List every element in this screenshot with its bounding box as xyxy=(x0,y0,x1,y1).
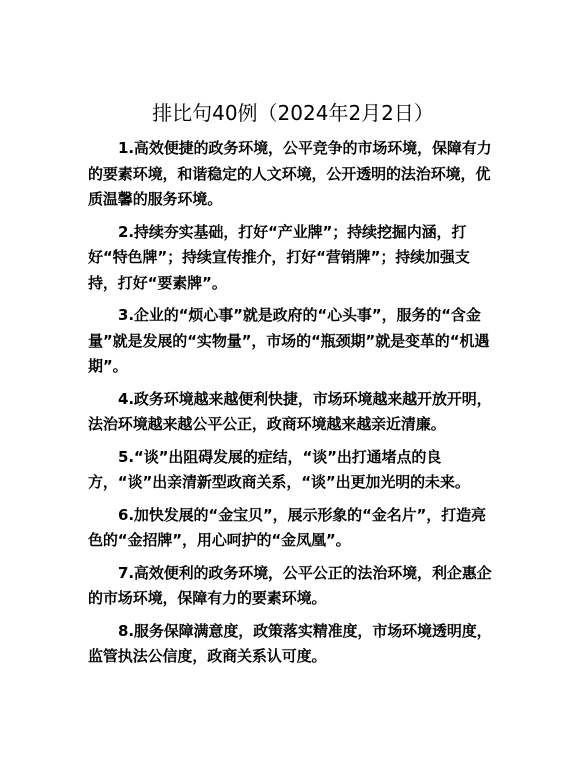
document-title: 排比句40例（2024年2月2日） xyxy=(152,101,434,125)
paragraph-6: 6.加快发展的“金宝贝”，展示形象的“金名片”，打造亮色的“金招牌”，用心呵护的“金凤凰”。 xyxy=(88,505,486,549)
paragraph-7: 7.高效便利的政务环境，公平公正的法治环境，利企惠企的市场环境，保障有力的要素环境。 xyxy=(88,563,492,607)
paragraph-4: 4.政务环境越来越便利快捷，市场环境越来越开放开明，法治环境越来越公平公正，政商环境越来越亲近清廉。 xyxy=(88,389,492,433)
paragraph-2: 2.持续夯实基础，打好“产业牌”；持续挖掘内涵，打好“特色牌”；持续宣传推介，打好“营销牌”；持续加强支持，打好“要素牌”。 xyxy=(88,222,470,292)
paragraph-3: 3.企业的“烦心事”就是政府的“心头事”，服务的“含金量”就是发展的“实物量”，市场的“瓶颈期”就是变革的“机遇期”。 xyxy=(88,306,490,375)
paragraph-5: 5.“谈”出阻碍发展的症结，“谈”出打通堵点的良方，“谈”出亲清新型政商关系，“谈”出更加光明的未来。 xyxy=(88,447,470,491)
paragraph-8: 8.服务保障满意度，政策落实精准度，市场环境透明度，监管执法公信度，政商关系认可度。 xyxy=(88,621,492,665)
paragraph-1: 1.高效便捷的政务环境，公平竞争的市场环境，保障有力的要素环境，和谐稳定的人文环境，公开透明的法治环境，优质温馨的服务环境。 xyxy=(88,139,492,208)
